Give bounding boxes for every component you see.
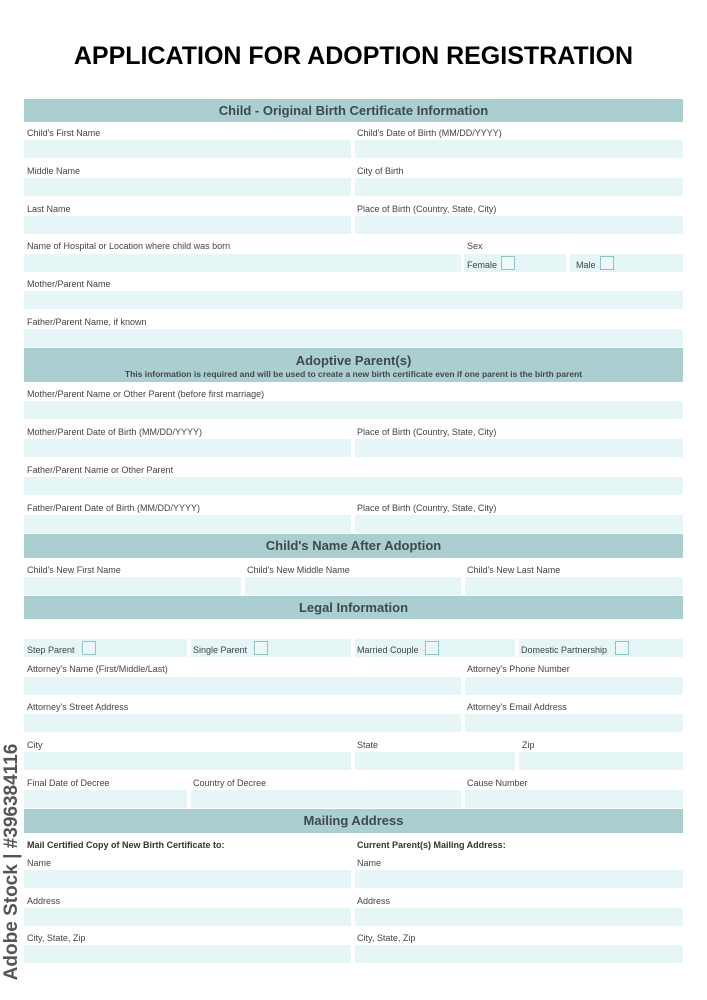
label-decree-date: Final Date of Decree — [27, 778, 110, 788]
label-new-middle: Child's New Middle Name — [247, 565, 350, 575]
dob-field[interactable] — [355, 140, 683, 158]
cause-number-field[interactable] — [465, 790, 683, 808]
state-field[interactable] — [355, 752, 515, 770]
single-parent-checkbox[interactable] — [254, 641, 268, 655]
label-dob: Child's Date of Birth (MM/DD/YYYY) — [357, 128, 502, 138]
current-name-field[interactable] — [355, 870, 683, 888]
married-couple-checkbox[interactable] — [425, 641, 439, 655]
label-mother-place: Place of Birth (Country, State, City) — [357, 427, 497, 437]
label-current-csz: City, State, Zip — [357, 933, 416, 943]
label-attorney-email: Attorney's Email Address — [467, 702, 567, 712]
label-mother-dob: Mother/Parent Date of Birth (MM/DD/YYYY) — [27, 427, 203, 437]
section-header-mailing: Mailing Address — [24, 809, 683, 833]
decree-country-field[interactable] — [191, 790, 461, 808]
new-last-field[interactable] — [465, 577, 683, 595]
label-step-parent: Step Parent — [27, 645, 75, 655]
current-address-field[interactable] — [355, 908, 683, 926]
label-adoptive-father: Father/Parent Name or Other Parent — [27, 465, 174, 475]
attorney-email-field[interactable] — [465, 714, 683, 732]
middle-name-field[interactable] — [24, 178, 351, 196]
zip-field[interactable] — [519, 752, 683, 770]
domestic-partnership-checkbox[interactable] — [615, 641, 629, 655]
adoptive-mother-field[interactable] — [24, 401, 683, 419]
last-name-field[interactable] — [24, 216, 351, 234]
label-first-name: Child's First Name — [27, 128, 101, 138]
male-checkbox[interactable] — [600, 256, 614, 270]
label-mail-copy-to: Mail Certified Copy of New Birth Certificate to: — [27, 840, 225, 850]
attorney-phone-field[interactable] — [465, 677, 683, 695]
decree-date-field[interactable] — [24, 790, 187, 808]
label-father-dob: Father/Parent Date of Birth (MM/DD/YYYY) — [27, 503, 201, 513]
mother-name-field[interactable] — [24, 291, 683, 309]
label-attorney-street: Attorney's Street Address — [27, 702, 129, 712]
label-female: Female — [467, 260, 498, 270]
female-checkbox[interactable] — [501, 256, 515, 270]
section-header-adoptive-parents — [24, 348, 683, 382]
label-mail-csz: City, State, Zip — [27, 933, 86, 943]
hospital-field[interactable] — [24, 254, 461, 272]
label-new-first: Child's New First Name — [27, 565, 121, 575]
label-decree-country: Country of Decree — [193, 778, 267, 788]
label-domestic-partnership: Domestic Partnership — [521, 645, 608, 655]
father-place-field[interactable] — [355, 515, 683, 533]
label-current-mailing: Current Parent(s) Mailing Address: — [357, 840, 506, 850]
label-father-place: Place of Birth (Country, State, City) — [357, 503, 497, 513]
label-mail-name: Name — [27, 858, 52, 868]
label-last-name: Last Name — [27, 204, 71, 214]
father-dob-field[interactable] — [24, 515, 351, 533]
mother-dob-field[interactable] — [24, 439, 351, 457]
mail-name-field[interactable] — [24, 870, 351, 888]
form-title: APPLICATION FOR ADOPTION REGISTRATION — [73, 42, 634, 70]
new-first-field[interactable] — [24, 577, 241, 595]
label-single-parent: Single Parent — [193, 645, 248, 655]
step-parent-checkbox[interactable] — [82, 641, 96, 655]
label-married-couple: Married Couple — [357, 645, 419, 655]
label-attorney-name: Attorney's Name (First/Middle/Last) — [27, 664, 168, 674]
first-name-field[interactable] — [24, 140, 351, 158]
attorney-street-field[interactable] — [24, 714, 461, 732]
label-cause-number: Cause Number — [467, 778, 528, 788]
label-city-of-birth: City of Birth — [357, 166, 404, 176]
label-current-address: Address — [357, 896, 391, 906]
adoptive-father-field[interactable] — [24, 477, 683, 495]
mail-csz-field[interactable] — [24, 945, 351, 963]
section-subtitle: This information is required and will be used to create a new birth certificate even if one parent is the birth parent — [124, 369, 583, 379]
place-of-birth-field[interactable] — [355, 216, 683, 234]
section-title: Adoptive Parent(s) — [295, 353, 412, 368]
label-current-name: Name — [357, 858, 382, 868]
label-male: Male — [576, 260, 596, 270]
section-header-new-name: Child's Name After Adoption — [24, 534, 683, 558]
label-sex: Sex — [467, 241, 483, 251]
label-city: City — [27, 740, 43, 750]
city-field[interactable] — [24, 752, 351, 770]
label-zip: Zip — [522, 740, 535, 750]
label-father: Father/Parent Name, if known — [27, 317, 147, 327]
mail-address-field[interactable] — [24, 908, 351, 926]
label-mother: Mother/Parent Name — [27, 279, 111, 289]
current-csz-field[interactable] — [355, 945, 683, 963]
label-new-last: Child's New Last Name — [467, 565, 561, 575]
city-of-birth-field[interactable] — [355, 178, 683, 196]
section-header-legal: Legal Information — [24, 596, 683, 619]
father-name-field[interactable] — [24, 329, 683, 347]
attorney-name-field[interactable] — [24, 677, 461, 695]
label-hospital: Name of Hospital or Location where child was born — [27, 241, 231, 251]
label-adoptive-mother: Mother/Parent Name or Other Parent (before first marriage) — [27, 389, 265, 399]
stock-watermark: Adobe Stock | #396384116 — [1, 743, 22, 981]
section-header-child-birth: Child - Original Birth Certificate Information — [24, 99, 683, 122]
label-state: State — [357, 740, 379, 750]
label-mail-address: Address — [27, 896, 61, 906]
label-attorney-phone: Attorney's Phone Number — [467, 664, 570, 674]
new-middle-field[interactable] — [245, 577, 461, 595]
label-middle-name: Middle Name — [27, 166, 81, 176]
mother-place-field[interactable] — [355, 439, 683, 457]
label-place-of-birth: Place of Birth (Country, State, City) — [357, 204, 497, 214]
